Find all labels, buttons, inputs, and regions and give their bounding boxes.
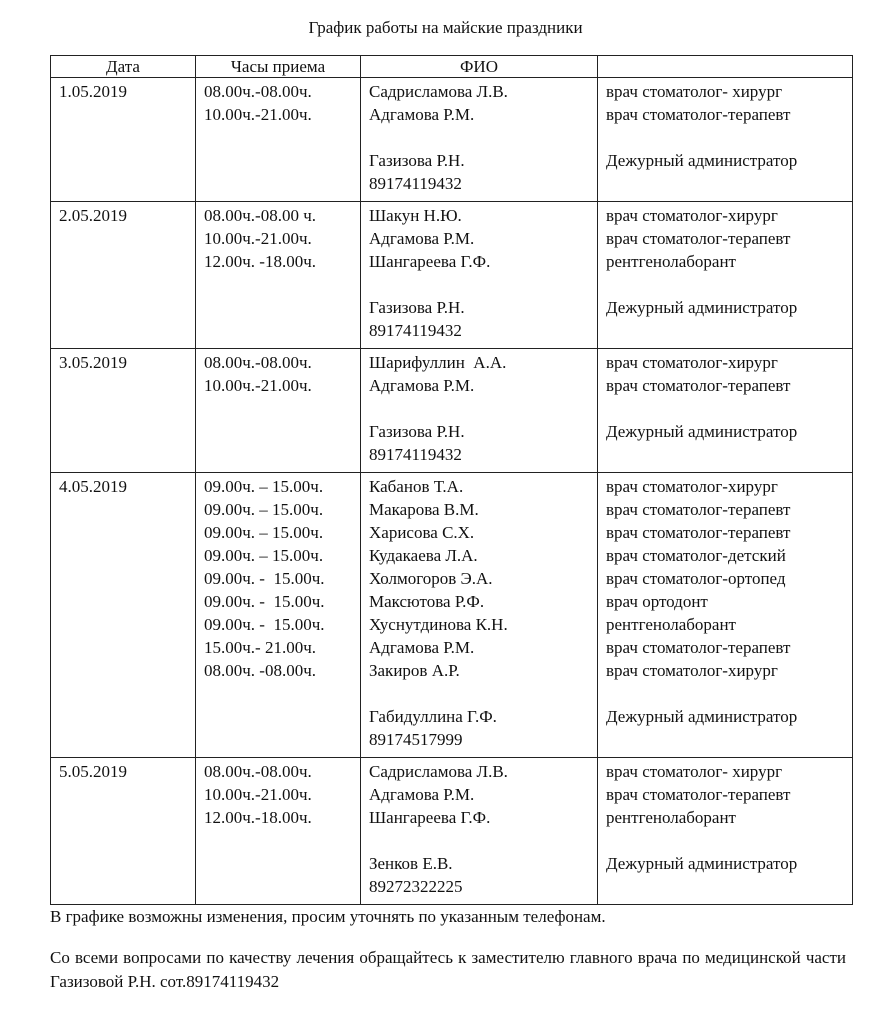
staff-name: Адгамова Р.М.: [369, 785, 475, 804]
hours-text: 08.00ч.-08.00ч.: [204, 353, 312, 372]
table-row: [51, 758, 853, 905]
date-cell: [51, 758, 196, 905]
admin-role: Дежурный администратор: [606, 298, 798, 317]
staff-name: Шакун Н.Ю.: [369, 206, 462, 225]
staff-name: Кудакаева Л.А.: [369, 546, 478, 565]
date-cell: [51, 78, 196, 202]
staff-role: врач стоматолог-хирург: [606, 661, 778, 680]
admin-phone: 89174119432: [369, 321, 462, 340]
admin-phone: 89174517999: [369, 730, 463, 749]
staff-name: Макарова В.М.: [369, 500, 479, 519]
staff-role: врач стоматолог- хирург: [606, 762, 783, 781]
staff-name: Харисова С.Х.: [369, 523, 475, 542]
hours-text: 08.00ч.-08.00ч.: [204, 762, 312, 781]
header-role: [598, 56, 853, 78]
note-contact: Со всеми вопросами по качеству лечения обращайтесь к заместителю главного врача по медицинской части Газизовой Р.Н. сот.89174119432: [50, 948, 846, 991]
spacer: [606, 829, 844, 852]
date-text: 3.05.2019: [59, 353, 127, 372]
header-date: Дата: [51, 56, 196, 78]
admin-role: Дежурный администратор: [606, 707, 798, 726]
staff-role: врач стоматолог-детский: [606, 546, 786, 565]
staff-name: Адгамова Р.М.: [369, 229, 475, 248]
date-text: 2.05.2019: [59, 206, 127, 225]
admin-role: Дежурный администратор: [606, 151, 798, 170]
date-text: 4.05.2019: [59, 477, 127, 496]
staff-role: врач стоматолог-терапевт: [606, 105, 791, 124]
staff-role: врач стоматолог-хирург: [606, 353, 778, 372]
staff-role: рентгенолаборант: [606, 808, 736, 827]
staff-role: врач стоматолог-хирург: [606, 206, 778, 225]
hours-text: 10.00ч.-21.00ч.: [204, 229, 312, 248]
hours-text: 09.00ч. - 15.00ч.: [204, 615, 325, 634]
role-cell: [598, 202, 853, 349]
staff-role: рентгенолаборант: [606, 252, 736, 271]
hours-text: 09.00ч. – 15.00ч.: [204, 500, 324, 519]
staff-name: Хуснутдинова К.Н.: [369, 615, 508, 634]
hours-text: 09.00ч. – 15.00ч.: [204, 546, 324, 565]
table-row: [51, 202, 853, 349]
header-name: ФИО: [361, 56, 598, 78]
staff-name: Садрисламова Л.В.: [369, 82, 508, 101]
hours-text: 09.00ч. – 15.00ч.: [204, 477, 324, 496]
role-cell: [598, 758, 853, 905]
date-cell: [51, 349, 196, 473]
spacer: [369, 126, 589, 149]
name-cell: [361, 202, 598, 349]
hours-cell: [196, 758, 361, 905]
staff-role: врач стоматолог- хирург: [606, 82, 783, 101]
hours-cell: [196, 473, 361, 758]
schedule-body: [51, 78, 853, 905]
role-cell: [598, 473, 853, 758]
hours-text: 09.00ч. - 15.00ч.: [204, 569, 325, 588]
date-text: 1.05.2019: [59, 82, 127, 101]
note-changes: В графике возможны изменения, просим уточнять по указанным телефонам.: [50, 907, 606, 926]
hours-text: 12.00ч. -18.00ч.: [204, 252, 317, 271]
staff-name: Закиров А.Р.: [369, 661, 460, 680]
staff-name: Адгамова Р.М.: [369, 638, 475, 657]
staff-role: врач стоматолог-терапевт: [606, 785, 791, 804]
hours-text: 08.00ч. -08.00ч.: [204, 661, 317, 680]
schedule-table: [50, 55, 853, 905]
table-row: [51, 78, 853, 202]
admin-role: Дежурный администратор: [606, 422, 798, 441]
staff-name: Шангареева Г.Ф.: [369, 252, 491, 271]
role-cell: [598, 349, 853, 473]
header-hours: Часы приема: [196, 56, 361, 78]
staff-role: врач стоматолог-хирург: [606, 477, 778, 496]
staff-name: Кабанов Т.А.: [369, 477, 464, 496]
admin-name: Зенков Е.В.: [369, 854, 453, 873]
document-title: График работы на майские праздники: [308, 18, 583, 37]
admin-phone: 89174119432: [369, 174, 462, 193]
table-row: [51, 473, 853, 758]
hours-cell: [196, 78, 361, 202]
spacer: [369, 682, 589, 705]
staff-role: врач стоматолог-терапевт: [606, 500, 791, 519]
table-row: [51, 349, 853, 473]
spacer: [369, 397, 589, 420]
spacer: [606, 126, 844, 149]
spacer: [606, 397, 844, 420]
name-cell: [361, 758, 598, 905]
staff-role: врач стоматолог-терапевт: [606, 638, 791, 657]
hours-text: 09.00ч. – 15.00ч.: [204, 523, 324, 542]
date-text: 5.05.2019: [59, 762, 127, 781]
spacer: [606, 682, 844, 705]
staff-name: Шарифуллин А.А.: [369, 353, 507, 372]
staff-name: Адгамова Р.М.: [369, 105, 475, 124]
hours-text: 08.00ч.-08.00ч.: [204, 82, 312, 101]
name-cell: [361, 349, 598, 473]
spacer: [369, 829, 589, 852]
admin-name: Газизова Р.Н.: [369, 151, 465, 170]
staff-name: Шангареева Г.Ф.: [369, 808, 491, 827]
staff-role: врач стоматолог-терапевт: [606, 229, 791, 248]
admin-name: Габидуллина Г.Ф.: [369, 707, 497, 726]
staff-role: врач стоматолог-терапевт: [606, 376, 791, 395]
name-cell: [361, 78, 598, 202]
admin-role: Дежурный администратор: [606, 854, 798, 873]
hours-text: 08.00ч.-08.00 ч.: [204, 206, 317, 225]
hours-cell: [196, 202, 361, 349]
staff-name: Садрисламова Л.В.: [369, 762, 508, 781]
spacer: [606, 273, 844, 296]
date-cell: [51, 202, 196, 349]
staff-name: Холмогоров Э.А.: [369, 569, 493, 588]
admin-name: Газизова Р.Н.: [369, 422, 465, 441]
hours-text: 15.00ч.- 21.00ч.: [204, 638, 317, 657]
hours-cell: [196, 349, 361, 473]
hours-text: 10.00ч.-21.00ч.: [204, 376, 312, 395]
admin-name: Газизова Р.Н.: [369, 298, 465, 317]
staff-role: врач ортодонт: [606, 592, 708, 611]
staff-name: Максютова Р.Ф.: [369, 592, 485, 611]
spacer: [369, 273, 589, 296]
admin-phone: 89174119432: [369, 445, 462, 464]
hours-text: 09.00ч. - 15.00ч.: [204, 592, 325, 611]
role-cell: [598, 78, 853, 202]
hours-text: 12.00ч.-18.00ч.: [204, 808, 312, 827]
date-cell: [51, 473, 196, 758]
name-cell: [361, 473, 598, 758]
staff-name: Адгамова Р.М.: [369, 376, 475, 395]
hours-text: 10.00ч.-21.00ч.: [204, 785, 312, 804]
hours-text: 10.00ч.-21.00ч.: [204, 105, 312, 124]
staff-role: врач стоматолог-ортопед: [606, 569, 786, 588]
admin-phone: 89272322225: [369, 877, 463, 896]
staff-role: врач стоматолог-терапевт: [606, 523, 791, 542]
staff-role: рентгенолаборант: [606, 615, 736, 634]
header-row: [51, 56, 853, 78]
